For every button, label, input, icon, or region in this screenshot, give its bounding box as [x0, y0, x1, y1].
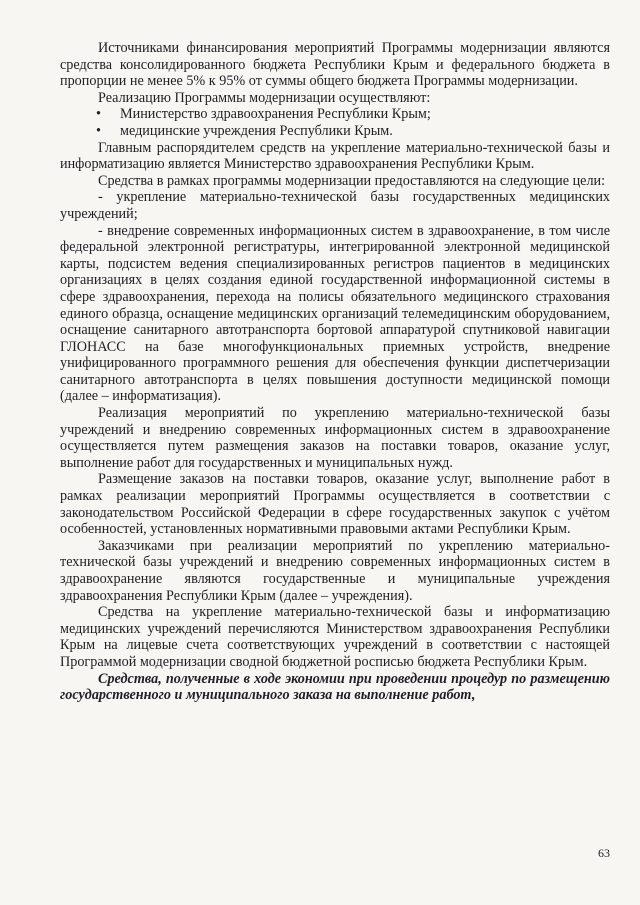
- document-body: [60, 40, 610, 704]
- list-item-text: Министерство здравоохранения Республики Крым;: [120, 106, 431, 123]
- paragraph-funding-sources: Источниками финансирования мероприятий Программы модернизации являются средства консолидированного бюджета Республики Крым и федерального бюджета в пропорции не менее 5% к 95% от суммы общего бюджета Программы модернизации.: [60, 40, 610, 90]
- implementers-list: [60, 106, 610, 139]
- list-item: [60, 123, 610, 140]
- paragraph-fund-transfer: Средства на укрепление материально-технической базы и информатизацию медицинских учреждений перечисляются Министерством здравоохранения Республики Крым на лицевые счета соответствующих учреждений в соответствии с настоящей Программой модернизации сводной бюджетной росписью бюджета Республики Крым.: [60, 604, 610, 670]
- bullet-icon: •: [96, 122, 101, 139]
- paragraph-implementation-method: Реализация мероприятий по укреплению материально-технической базы учреждений и внедрению современных информационных систем в здравоохранение осуществляется путем размещения заказов на поставки товаров, оказание услуг, выполнение работ для государственных и муниципальных нужд.: [60, 405, 610, 471]
- paragraph-procurement-rules: Размещение заказов на поставки товаров, оказание услуг, выполнение работ в рамках реализации мероприятий Программы осуществляется в соответствии с законодательством Российской Федерации в сфере государственных закупок с учётом особенностей, установленных нормативными правовыми актами Республики Крым.: [60, 471, 610, 538]
- list-item: [60, 106, 610, 123]
- paragraph-savings: Средства, полученные в ходе экономии при проведении процедур по размещению государственного и муниципального заказа на выполнение работ,: [60, 670, 610, 704]
- paragraph-purpose-infrastructure: - укрепление материально-технической базы государственных медицинских учреждений;: [60, 189, 610, 222]
- list-item-text: медицинские учреждения Республики Крым.: [120, 122, 393, 139]
- paragraph-customers: Заказчиками при реализации мероприятий по укреплению материально-технической базы учреждений и внедрению современных информационных систем в здравоохранение являются государственные и муниципальные учреждения здравоохранения Республики Крым (далее – учреждения).: [60, 537, 610, 604]
- page-number: 63: [598, 846, 610, 860]
- paragraph-purposes-intro: Средства в рамках программы модернизации предоставляются на следующие цели:: [98, 172, 606, 189]
- paragraph-purpose-informatization: - внедрение современных информационных систем в здравоохранение, в том числе федеральной электронной регистратуры, интегрированной электронной медицинской карты, подсистем ведения специализированных регистров пациентов в медицинских организациях в целях создания единой государственной информационной системы в сфере здравоохранения, перехода на полисы обязательного медицинского страхования единого образца, оснащение медицинских организаций телемедицинским оборудованием, оснащение санитарного автотранспорта бортовой аппаратурой спутниковой навигации ГЛОНАСС на базе многофункциональных приемных устройств, внедрение унифицированного программного решения для обеспечения функции диспетчеризации санитарного автотранспорта в целях повышения доступности медицинской помощи (далее – информатизация).: [60, 222, 610, 405]
- bullet-icon: •: [96, 106, 101, 123]
- paragraph-implementers-intro: Реализацию Программы модернизации осуществляют:: [98, 89, 431, 106]
- paragraph-main-administrator: Главным распорядителем средств на укрепление материально-технической базы и информатизацию является Министерство здравоохранения Республики Крым.: [60, 139, 610, 173]
